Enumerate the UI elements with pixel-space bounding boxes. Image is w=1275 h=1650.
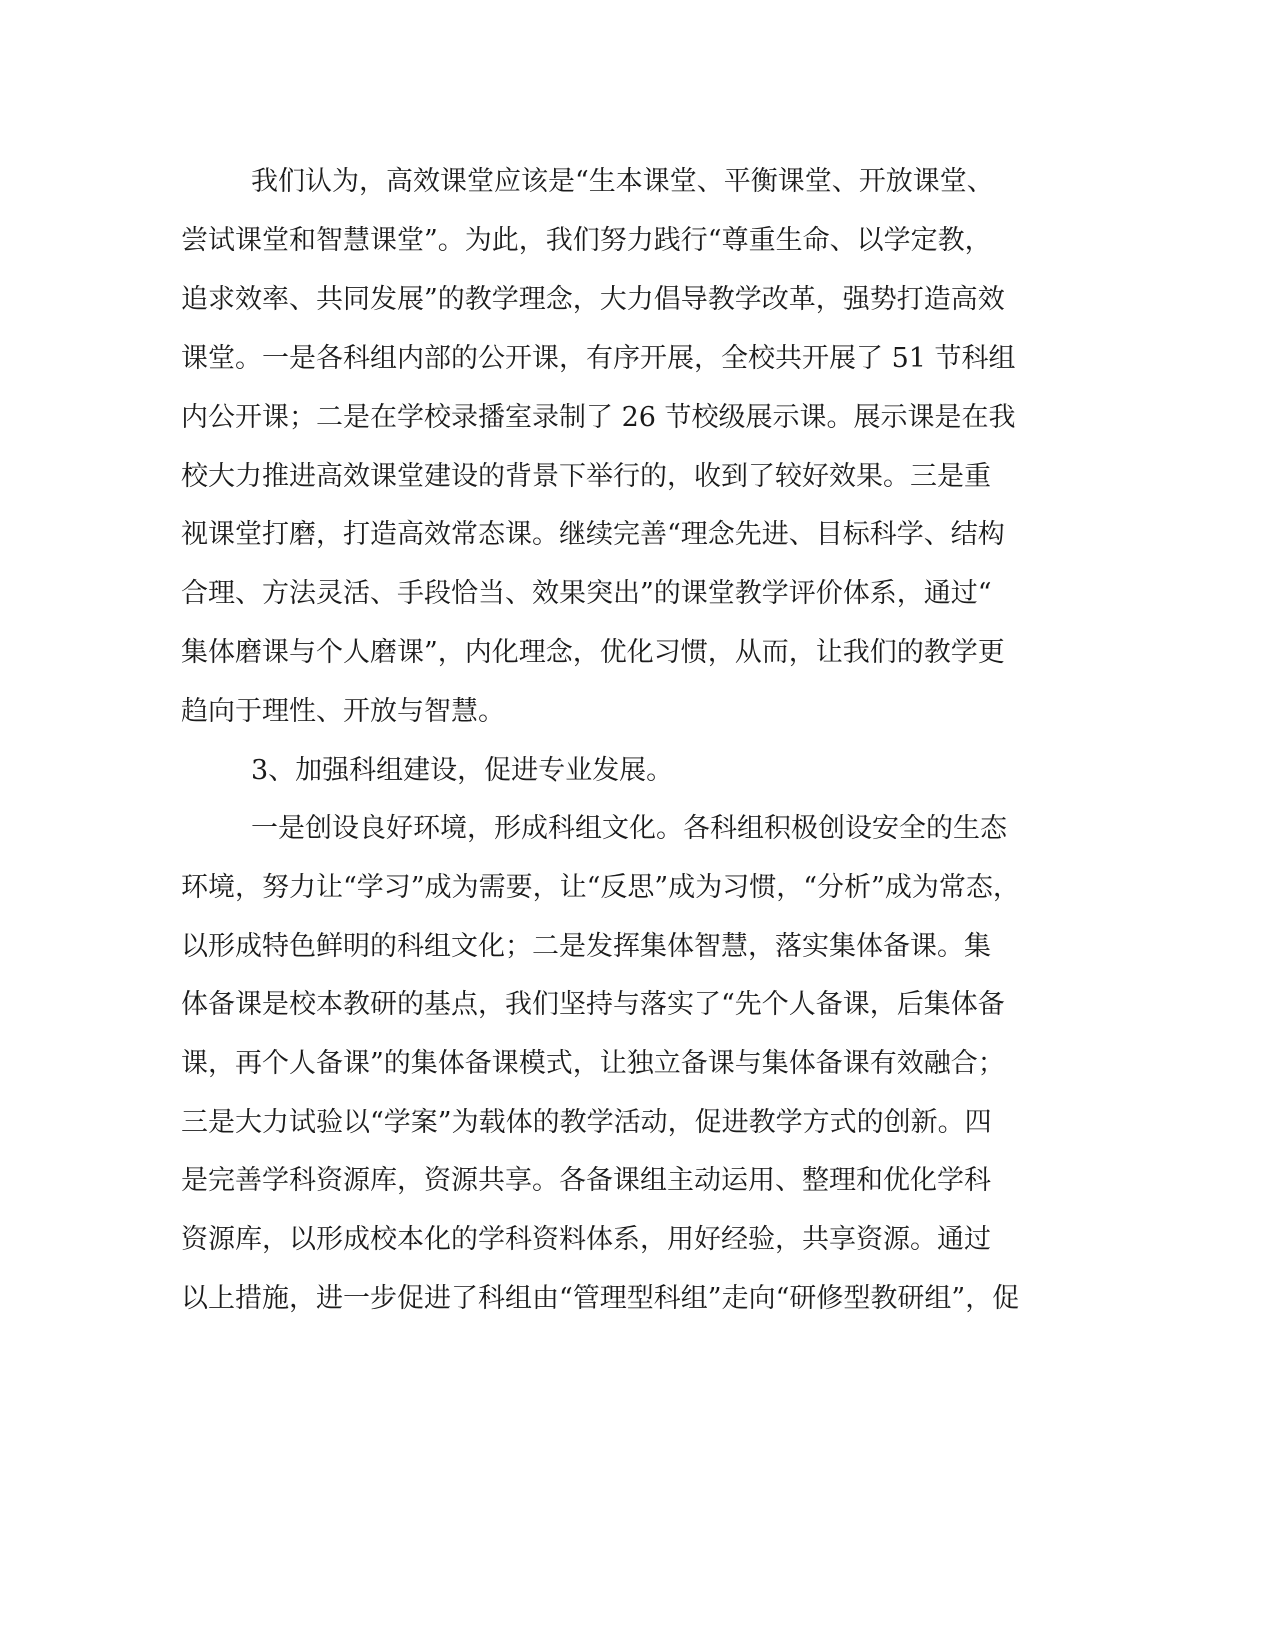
paragraph-line: 校大力推进高效课堂建设的背景下举行的，收到了较好效果。三是重 xyxy=(181,461,991,492)
paragraph-line: 课，再个人备课”的集体备课模式，让独立备课与集体备课有效融合； xyxy=(181,1048,1005,1079)
paragraph-line: 尝试课堂和智慧课堂”。为此，我们努力践行“尊重生命、以学定教， xyxy=(181,225,992,256)
paragraph-line: 环境，努力让“学习”成为需要，让“反思”成为习惯，“分析”成为常态， xyxy=(181,872,1020,903)
paragraph-line: 内公开课；二是在学校录播室录制了 26 节校级展示课。展示课是在我 xyxy=(181,402,1016,433)
paragraph-line: 趋向于理性、开放与智慧。 xyxy=(181,696,505,727)
paragraph-line: 体备课是校本教研的基点，我们坚持与落实了“先个人备课，后集体备 xyxy=(181,989,1005,1020)
paragraph-line: 追求效率、共同发展”的教学理念，大力倡导教学改革，强势打造高效 xyxy=(181,284,1005,315)
section-heading: 3、加强科组建设，促进专业发展。 xyxy=(251,755,674,786)
paragraph-line: 三是大力试验以“学案”为载体的教学活动，促进教学方式的创新。四 xyxy=(181,1107,992,1138)
paragraph-line: 合理、方法灵活、手段恰当、效果突出”的课堂教学评价体系，通过“ xyxy=(181,578,992,609)
paragraph-line: 以上措施，进一步促进了科组由“管理型科组”走向“研修型教研组”，促 xyxy=(181,1283,1020,1314)
paragraph-line: 集体磨课与个人磨课”，内化理念，优化习惯，从而，让我们的教学更 xyxy=(181,637,1005,668)
paragraph-line: 是完善学科资源库，资源共享。各备课组主动运用、整理和优化学科 xyxy=(181,1165,991,1196)
paragraph-line: 我们认为，高效课堂应该是“生本课堂、平衡课堂、开放课堂、 xyxy=(251,166,994,197)
paragraph-line: 视课堂打磨，打造高效常态课。继续完善“理念先进、目标科学、结构 xyxy=(181,519,1005,550)
paragraph-line: 一是创设良好环境，形成科组文化。各科组积极创设安全的生态 xyxy=(251,813,1007,844)
paragraph-line: 课堂。一是各科组内部的公开课，有序开展，全校共开展了 51 节科组 xyxy=(181,343,1016,374)
paragraph-line: 资源库，以形成校本化的学科资料体系，用好经验，共享资源。通过 xyxy=(181,1224,991,1255)
paragraph-line: 以形成特色鲜明的科组文化；二是发挥集体智慧，落实集体备课。集 xyxy=(181,931,991,962)
